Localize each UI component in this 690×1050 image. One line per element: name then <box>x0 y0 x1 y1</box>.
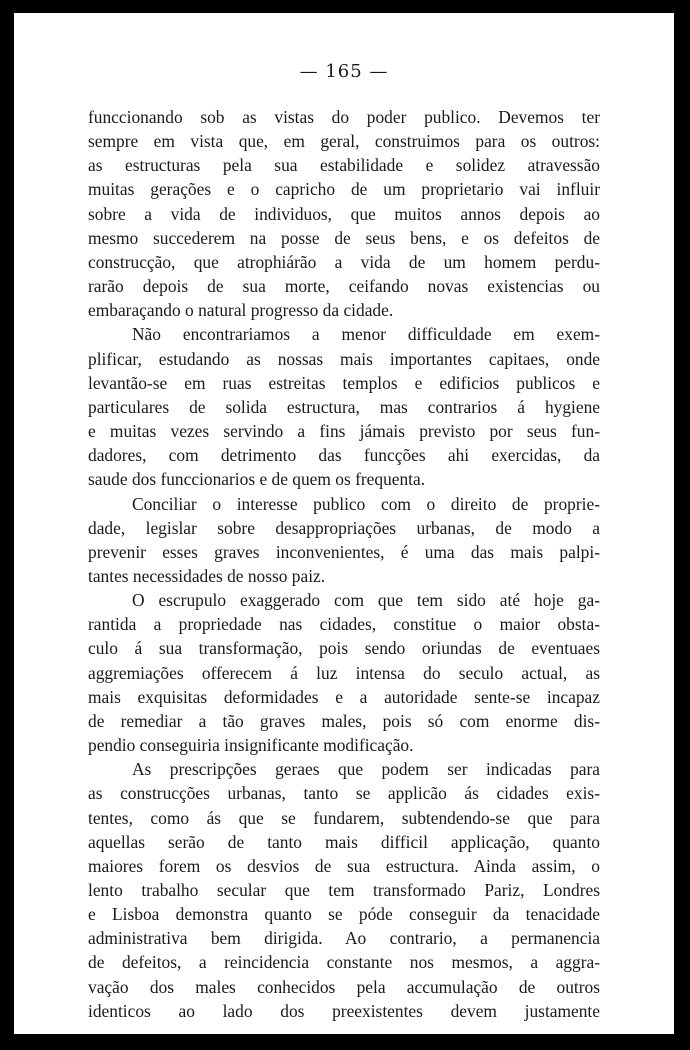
text-line: funccionando sob as vistas do poder publico. Devemos ter <box>88 107 600 127</box>
text-line: construcção, que atrophiárão a vida de um homem perdu- <box>88 251 600 272</box>
text-line: maiores forem os desvios de sua estructura. Ainda assim, o <box>88 855 600 876</box>
text-line: identicos ao lado dos preexistentes devem justamente <box>88 1000 600 1021</box>
text-line: particulares de solida estructura, mas contrarios á hygiene <box>88 396 600 417</box>
text-line: rantida a propriedade nas cidades, constitue o maior obsta- <box>88 614 600 635</box>
paragraph <box>88 322 600 491</box>
text-line: O escrupulo exaggerado com que tem sido até hoje ga- <box>132 590 600 611</box>
text-line: sempre em vista que, em geral, construimos para os outros: <box>88 131 600 152</box>
text-line: mais exquisitas deformidades e a autoridade sente-se incapaz <box>88 686 600 707</box>
text-line: saude dos funccionarios e de quem os frequenta. <box>88 469 426 490</box>
text-line: as estructuras pela sua estabilidade e solidez atravessão <box>88 155 600 176</box>
text-line: de defeitos, a reincidencia constante nos mesmos, a aggra- <box>88 952 600 973</box>
text-line: sobre a vida de individuos, que muitos annos depois ao <box>88 203 600 224</box>
text-line: pendio conseguiria insignificante modificação. <box>88 735 414 756</box>
text-line: As prescripções geraes que podem ser indicadas para <box>132 759 600 780</box>
text-line: de remediar a tão graves males, pois só com enorme dis- <box>88 710 600 731</box>
text-line: dade, legislar sobre desappropriações urbanas, de modo a <box>88 517 600 538</box>
text-line: plificar, estudando as nossas mais importantes capitaes, onde <box>88 348 600 369</box>
body-text <box>88 105 600 1023</box>
text-line: Não encontrariamos a menor difficuldade em exem- <box>132 324 600 345</box>
text-line: vação dos males conhecidos pela accumulação de outros <box>88 976 600 997</box>
paragraph <box>88 588 600 757</box>
text-line: lento trabalho secular que tem transformado Pariz, Londres <box>88 880 600 900</box>
text-line: as construcções urbanas, tanto se applicão ás cidades exis- <box>88 783 600 804</box>
paragraph <box>88 105 600 322</box>
text-line: e Lisboa demonstra quanto se póde conseguir da tenacidade <box>88 904 600 925</box>
text-line: culo á sua transformação, pois sendo oriundas de eventuaes <box>88 638 600 659</box>
text-line: mesmo succederem na posse de seus bens, e os defeitos de <box>88 227 600 248</box>
text-line: administrativa bem dirigida. Ao contrario, a permanencia <box>88 928 600 949</box>
text-line: aquellas serão de tanto mais difficil applicação, quanto <box>88 831 600 852</box>
page-number: — 165 — <box>299 61 389 82</box>
paragraph <box>88 492 600 589</box>
paragraph <box>88 757 600 1023</box>
text-line: tantes necessidades de nosso paiz. <box>88 565 326 586</box>
text-line: Conciliar o interesse publico com o direito de proprie- <box>132 493 600 514</box>
text-line: prevenir esses graves inconvenientes, é uma das mais palpi- <box>88 541 600 562</box>
text-line: levantão-se em ruas estreitas templos e edificios publicos e <box>88 372 600 393</box>
text-line: muitas gerações e o capricho de um proprietario vai influir <box>88 179 600 200</box>
text-line: e muitas vezes servindo a fins jámais previsto por seus fun- <box>88 421 600 442</box>
text-line: rarão depois de sua morte, ceifando novas existencias ou <box>88 276 600 297</box>
text-line: tentes, como ás que se fundarem, subtendendo-se que para <box>88 807 600 828</box>
text-line: aggremiações offerecem á luz intensa do seculo actual, as <box>88 662 600 683</box>
book-page <box>14 13 674 1034</box>
text-line: dadores, com detrimento das funcções ahi exercidas, da <box>88 445 600 466</box>
text-line: embaraçando o natural progresso da cidade. <box>88 300 394 321</box>
